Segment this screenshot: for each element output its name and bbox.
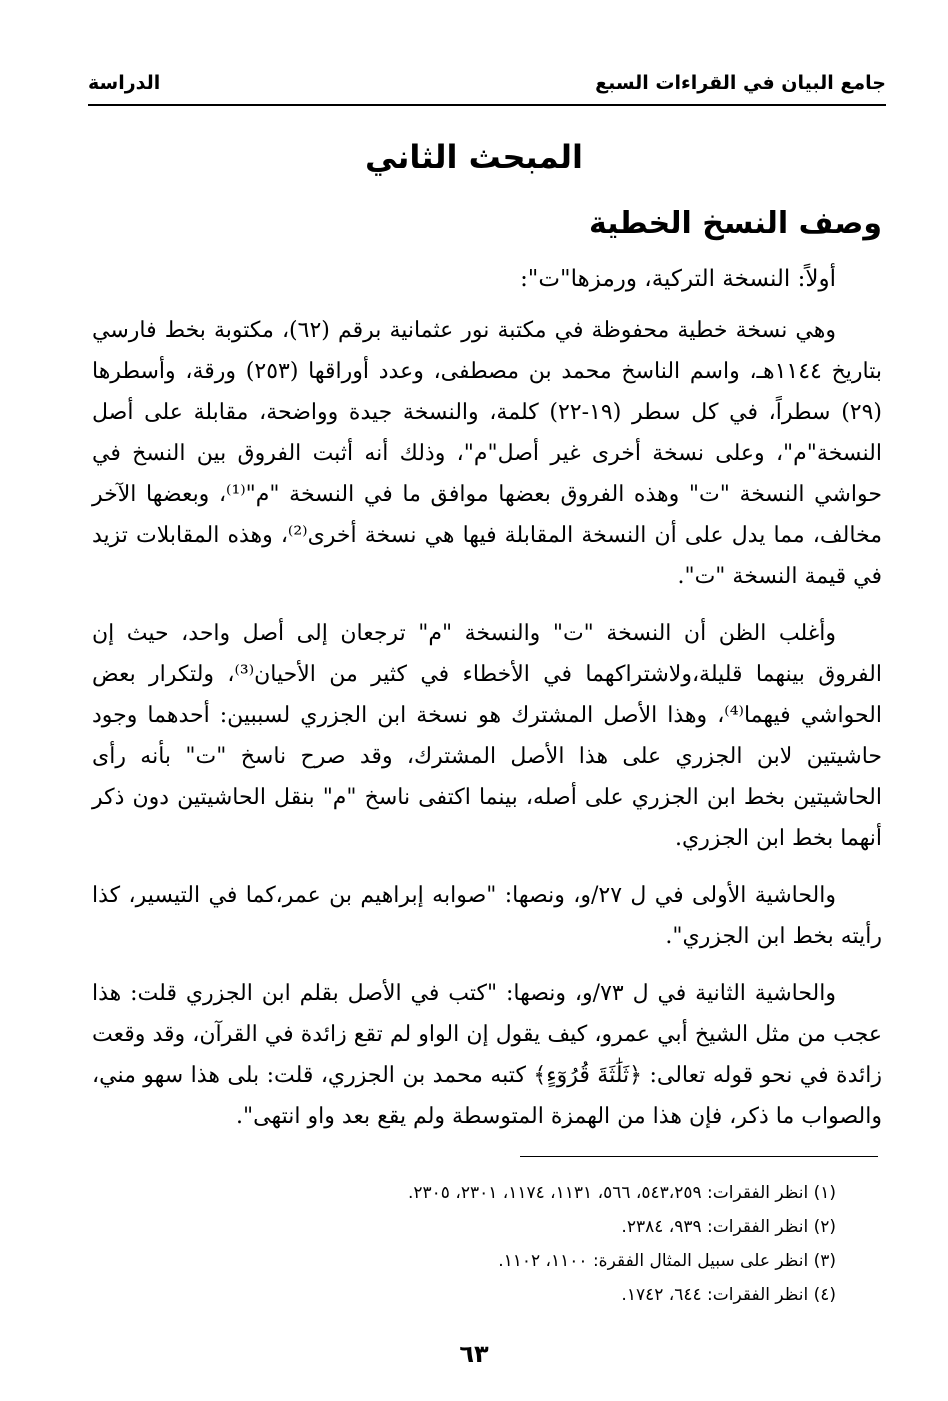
section-label: الدراسة bbox=[88, 72, 161, 94]
footnote-separator bbox=[520, 1156, 878, 1157]
footnote: (٣) انظر على سبيل المثال الفقرة: ١١٠٠، ١١٠٢. bbox=[498, 1251, 836, 1271]
paragraph: وأغلب الظن أن النسخة "ت" والنسخة "م" ترجعان إلى أصل واحد، حيث إن الفروق بينهما قليلة،ولاشتراكهما في الأخطاء في كثير من الأحيان⁽³⁾، ولتكرار بعض الحواشي فيهما⁽⁴⁾، وهذا الأصل المشترك هو نسخة ابن الجزري لسببين: أحدهما وجود حاشيتين لابن الجزري على هذا الأصل المشترك، وقد صرح ناسخ "ت" بأنه رأى الحاشيتين بخط ابن الجزري على أصله، بينما اكتفى ناسخ "م" بنقل الحاشيتين دون ذكر أنهما بخط ابن الجزري. bbox=[92, 621, 882, 851]
subheading: أولاً: النسخة التركية، ورمزها"ت": bbox=[520, 266, 836, 292]
page-number: ٦٣ bbox=[459, 1340, 489, 1368]
footnotes bbox=[92, 1176, 836, 1312]
section-title: وصف النسخ الخطية bbox=[588, 206, 882, 241]
paragraph: والحاشية الأولى في ل ٢٧/و، ونصها: "صوابه إبراهيم بن عمر،كما في التيسير، كذا رأيته بخط ابن الجزري". bbox=[92, 883, 882, 949]
body-text bbox=[92, 310, 882, 1153]
book-title: جامع البيان في القراءات السبع bbox=[595, 72, 886, 94]
paragraph: وهي نسخة خطية محفوظة في مكتبة نور عثمانية برقم (٦٢)، مكتوبة بخط فارسي بتاريخ ١١٤٤هـ، واسم الناسخ محمد بن مصطفى، وعدد أوراقها (٢٥٣) ورقة، وأسطرها (٢٩) سطراً، في كل سطر (١٩-٢٢) كلمة، والنسخة جيدة وواضحة، مقابلة على أصل النسخة"م"، وعلى نسخة أخرى غير أصل"م"، وذلك أنه أثبت الفروق بين النسخ في حواشي النسخة "ت" وهذه الفروق بعضها موافق ما في النسخة "م"⁽¹⁾، وبعضها الآخر مخالف، مما يدل على أن النسخة المقابلة فيها هي نسخة أخرى⁽²⁾، وهذه المقابلات تزيد في قيمة النسخة "ت". bbox=[92, 318, 883, 589]
footnote: (١) انظر الفقرات: ٥٤٣،٢٥٩، ٥٦٦، ١١٣١، ١١٧٤، ٢٣٠١، ٢٣٠٥. bbox=[407, 1183, 836, 1203]
chapter-title: المبحث الثاني bbox=[364, 138, 584, 176]
footnote: (٤) انظر الفقرات: ٦٤٤، ١٧٤٢. bbox=[621, 1285, 836, 1305]
footnote: (٢) انظر الفقرات: ٩٣٩، ٢٣٨٤. bbox=[621, 1217, 836, 1237]
paragraph: والحاشية الثانية في ل ٧٣/و، ونصها: "كتب في الأصل بقلم ابن الجزري قلت: هذا عجب من مثل الشيخ أبي عمرو، كيف يقول إن الواو لم تقع زائدة في القرآن، وقد وقعت زائدة في نحو قوله تعالى: ﴿ثَلَٰثَةَ قُرُوٓءٍ﴾ كتبه محمد بن الجزري، قلت: بلى هذا سهو مني، والصواب ما ذكر، فإن هذا من الهمزة المتوسطة ولم يقع بعد واو انتهى". bbox=[92, 981, 882, 1129]
running-header bbox=[88, 66, 886, 106]
